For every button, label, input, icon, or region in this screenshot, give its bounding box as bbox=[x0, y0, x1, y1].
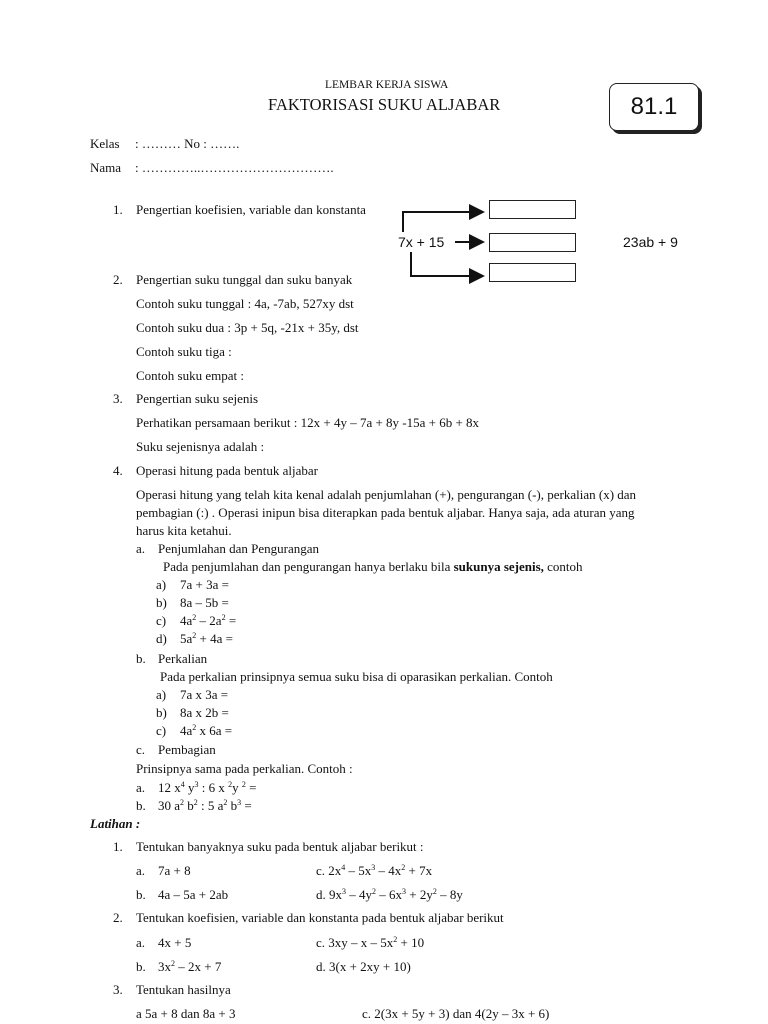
exponent: 2 bbox=[192, 613, 197, 622]
expr-part: + 10 bbox=[397, 935, 425, 950]
latihan-2a: 4x + 5 bbox=[158, 935, 192, 950]
kelas-field: : ……… No : ……. bbox=[135, 136, 240, 151]
sub-a-item bbox=[180, 632, 233, 645]
konstanta-box[interactable] bbox=[489, 263, 576, 282]
sub-a-item-label: b) bbox=[156, 595, 167, 610]
expr-part: – 6x bbox=[376, 887, 402, 902]
section-2-number: 2. bbox=[113, 272, 123, 287]
sub-a-item: 8a – 5b = bbox=[180, 595, 229, 610]
sub-a-intro-bold: sukunya sejenis, bbox=[453, 559, 544, 574]
exponent: 3 bbox=[237, 798, 242, 807]
sub-a-intro-text: Pada penjumlahan dan pengurangan hanya berlaku bila bbox=[163, 559, 454, 574]
latihan-3-number: 3. bbox=[113, 982, 123, 997]
expr-part: = bbox=[241, 798, 252, 813]
exponent: 2 bbox=[432, 887, 437, 896]
expr-part: x 6a = bbox=[196, 723, 233, 738]
expr-part: : 6 x bbox=[198, 780, 229, 795]
exponent: 2 bbox=[241, 780, 246, 789]
sub-c-title: Pembagian bbox=[158, 742, 216, 757]
sub-c-item bbox=[158, 781, 256, 794]
sub-b-title: Perkalian bbox=[158, 651, 208, 666]
expr-part: 4a bbox=[180, 613, 193, 628]
section-4-paragraph-3: harus kita ketahui. bbox=[136, 523, 232, 538]
expr-part: – 2a bbox=[196, 613, 222, 628]
sub-a-intro-end: contoh bbox=[543, 559, 583, 574]
exponent: 2 bbox=[228, 780, 233, 789]
exponent: 2 bbox=[223, 798, 228, 807]
latihan-2d: d. 3(x + 2xy + 10) bbox=[316, 959, 411, 974]
sub-b-item-label: b) bbox=[156, 705, 167, 720]
expr-part: b bbox=[184, 798, 194, 813]
sub-b-intro: Pada perkalian prinsipnya semua suku bisa di oparasikan perkalian. Contoh bbox=[160, 669, 553, 684]
expr-part: – 4y bbox=[346, 887, 372, 902]
section-4-paragraph-1: Operasi hitung yang telah kita kenal adalah penjumlahan (+), pengurangan (-), perkalian (x) dan bbox=[136, 487, 637, 502]
latihan-3c: c. 2(3x + 5y + 3) dan 4(2y – 3x + 6) bbox=[362, 1006, 550, 1021]
section-4-number: 4. bbox=[113, 463, 123, 478]
nama-field: : …………..…………………………. bbox=[135, 160, 334, 175]
latihan-1b-label: b. bbox=[136, 887, 146, 902]
expr-part: – 2x + 7 bbox=[175, 959, 222, 974]
section-4-paragraph-2: pembagian (:) . Operasi inipun bisa diterapkan pada bentuk aljabar. Hanya saja, ada aturan yang bbox=[136, 505, 635, 520]
expr-part: 12 x bbox=[158, 780, 181, 795]
latihan-1b: 4a – 5a + 2ab bbox=[158, 887, 229, 902]
expr-part: y bbox=[232, 780, 242, 795]
sub-a-item: 7a + 3a = bbox=[180, 577, 229, 592]
worksheet-subtitle: LEMBAR KERJA SISWA bbox=[325, 79, 449, 91]
arrow-down-icon bbox=[411, 252, 483, 276]
nama-label: Nama bbox=[90, 160, 122, 175]
sub-c-item-label: b. bbox=[136, 798, 146, 813]
section-1-title: Pengertian koefisien, variable dan konstanta bbox=[136, 202, 366, 217]
exponent: 2 bbox=[401, 863, 406, 872]
sub-b-letter: b. bbox=[136, 651, 146, 666]
sub-b-item: 7a x 3a = bbox=[180, 687, 229, 702]
arrow-up-icon bbox=[403, 212, 483, 232]
sub-b-item-label: a) bbox=[156, 687, 167, 702]
latihan-2b bbox=[158, 960, 221, 973]
latihan-2-number: 2. bbox=[113, 910, 123, 925]
exponent: 2 bbox=[180, 798, 185, 807]
expr-part: = bbox=[245, 780, 257, 795]
contoh-suku-empat: Contoh suku empat : bbox=[136, 368, 244, 383]
sub-a-item bbox=[180, 614, 236, 627]
exponent: 2 bbox=[193, 798, 198, 807]
exponent: 2 bbox=[192, 631, 197, 640]
exponent: 3 bbox=[402, 887, 406, 896]
latihan-1d bbox=[316, 888, 463, 901]
latihan-1a: 7a + 8 bbox=[158, 863, 191, 878]
section-3-title: Pengertian suku sejenis bbox=[136, 391, 259, 406]
sub-c-item-label: a. bbox=[136, 780, 146, 795]
expr-part: + 4a = bbox=[196, 631, 233, 646]
exponent: 2 bbox=[221, 613, 226, 622]
sub-a-item-label: a) bbox=[156, 577, 167, 592]
exponent: 4 bbox=[180, 780, 185, 789]
diagram-expression: 7x + 15 bbox=[398, 234, 445, 250]
diagram-example: 23ab + 9 bbox=[623, 234, 678, 250]
sub-a-title: Penjumlahan dan Pengurangan bbox=[158, 541, 320, 556]
contoh-suku-tiga: Contoh suku tiga : bbox=[136, 344, 232, 359]
section-2-title: Pengertian suku tunggal dan suku banyak bbox=[136, 272, 353, 287]
expr-part: c. 2x bbox=[316, 863, 342, 878]
expr-part: – 8y bbox=[436, 887, 463, 902]
suku-sejenis-line: Suku sejenisnya adalah : bbox=[136, 439, 265, 454]
expr-part: y bbox=[184, 780, 195, 795]
expr-part: = bbox=[225, 613, 237, 628]
sub-b-item bbox=[180, 724, 232, 737]
persamaan-line: Perhatikan persamaan berikut : 12x + 4y – 7a + 8y -15a + 6b + 8x bbox=[136, 415, 480, 430]
exponent: 2 bbox=[372, 887, 376, 896]
expr-part: + 2y bbox=[406, 887, 433, 902]
expr-part: + 7x bbox=[405, 863, 433, 878]
worksheet-code-badge bbox=[609, 83, 699, 131]
page-title: FAKTORISASI SUKU ALJABAR bbox=[268, 95, 501, 114]
variable-box[interactable] bbox=[489, 233, 576, 252]
sub-c-letter: c. bbox=[136, 742, 146, 757]
latihan-3-question: Tentukan hasilnya bbox=[136, 982, 231, 997]
exponent: 3 bbox=[194, 780, 199, 789]
expr-part: 3x bbox=[158, 959, 171, 974]
section-3-number: 3. bbox=[113, 391, 123, 406]
latihan-heading: Latihan : bbox=[90, 816, 141, 831]
expr-part: d. 9x bbox=[316, 887, 342, 902]
exponent: 2 bbox=[393, 935, 398, 944]
sub-c-item bbox=[158, 799, 252, 812]
exponent: 4 bbox=[341, 863, 346, 872]
sub-b-item: 8a x 2b = bbox=[180, 705, 229, 720]
latihan-1a-label: a. bbox=[136, 863, 146, 878]
expr-part: c. 3xy – x – 5x bbox=[316, 935, 394, 950]
exponent: 3 bbox=[371, 863, 376, 872]
worksheet-code: 81.1 bbox=[630, 93, 678, 120]
latihan-3a: a 5a + 8 dan 8a + 3 bbox=[136, 1006, 236, 1021]
expr-part: b bbox=[227, 798, 238, 813]
contoh-suku-dua: Contoh suku dua : 3p + 5q, -21x + 35y, dst bbox=[136, 320, 359, 335]
sub-a-intro bbox=[163, 560, 583, 573]
expr-part: – 4x bbox=[375, 863, 402, 878]
latihan-2-question: Tentukan koefisien, variable dan konstanta pada bentuk aljabar berikut bbox=[136, 910, 504, 925]
exponent: 3 bbox=[342, 887, 346, 896]
expr-part: 30 a bbox=[158, 798, 181, 813]
expr-part: 5a bbox=[180, 631, 193, 646]
latihan-1-number: 1. bbox=[113, 839, 123, 854]
expr-part: 4a bbox=[180, 723, 193, 738]
exponent: 2 bbox=[171, 959, 175, 968]
section-1-number: 1. bbox=[113, 202, 123, 217]
koefisien-box[interactable] bbox=[489, 200, 576, 219]
latihan-2c bbox=[316, 936, 424, 949]
kelas-label: Kelas bbox=[90, 136, 120, 151]
sub-a-item-label: d) bbox=[156, 631, 167, 646]
latihan-2b-label: b. bbox=[136, 959, 146, 974]
sub-a-item-label: c) bbox=[156, 613, 167, 628]
sub-a-letter: a. bbox=[136, 541, 146, 556]
latihan-1c bbox=[316, 864, 432, 877]
section-4-title: Operasi hitung pada bentuk aljabar bbox=[136, 463, 318, 478]
expr-part: – 5x bbox=[345, 863, 372, 878]
exponent: 2 bbox=[192, 723, 197, 732]
latihan-1-question: Tentukan banyaknya suku pada bentuk aljabar berikut : bbox=[136, 839, 424, 854]
sub-b-item-label: c) bbox=[156, 723, 167, 738]
expr-part: : 5 a bbox=[197, 798, 224, 813]
contoh-suku-tunggal: Contoh suku tunggal : 4a, -7ab, 527xy dst bbox=[136, 296, 354, 311]
sub-c-intro: Prinsipnya sama pada perkalian. Contoh : bbox=[136, 761, 353, 776]
latihan-2a-label: a. bbox=[136, 935, 146, 950]
